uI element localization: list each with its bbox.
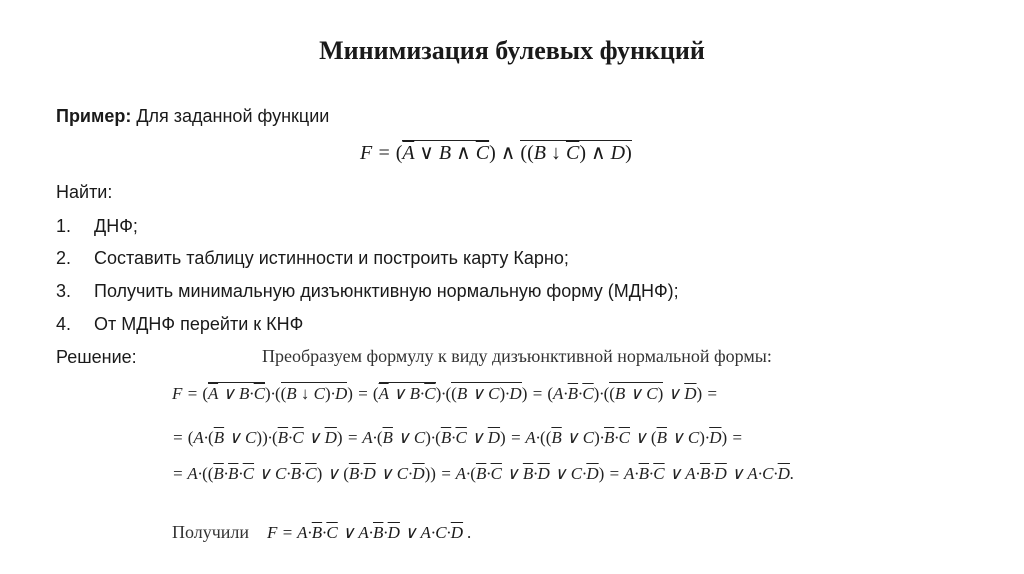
var-a: $\overline{A}$ — [402, 142, 415, 164]
task-number: 4. — [56, 314, 72, 334]
derivation-line-2: = ($A\cdot(\overline{B}$ ∨ $C))\cdot(\overline{B}\cdot\overline{C}$ ∨ $\overline{D}) = A\cdot(\overline{B}$ ∨ $C)\cdot(\overline{B}\cdot\overline{C}$ ∨ $\overline{D}) = A\cdot((\overline{B}$ ∨ $C)\cdot\overline{B}\cdot\overline{C}$ ∨ ($\overline{B}$ ∨ $C)\cdot\overline{D}$) = — [172, 428, 743, 447]
solution-heading: Преобразуем формулу к виду дизъюнктивной нормальной формы: — [262, 346, 772, 366]
task-number: 3. — [56, 281, 72, 301]
example-label: Пример: — [56, 106, 132, 126]
task-number: 2. — [56, 248, 72, 268]
main-formula: $F = (\overline{A}$ ∨ B ∧ $\overline{C}$) ∧ ((B ↓ $\overline{C}$) ∧ D) — [360, 142, 632, 164]
result-expr: $F = A\cdot\overline{B}\cdot\overline{C}$ ∨ $A\cdot\overline{B}\cdot\overline{D}$ ∨ $A\cdot C\cdot\overline{D}$ . — [267, 523, 472, 542]
derivation-line-3: = $A\cdot((\overline{B}\cdot\overline{B}\cdot\overline{C}$ ∨ $C\cdot\overline{B}\cdot\overline{C}$) ∨ ($\overline{B}\cdot\overline{D}$ ∨ $C\cdot\overline{D})) = A\cdot(\overline{B}\cdot\overline{C}$ ∨ $\overline{B}\cdot\overline{D}$ ∨ $C\cdot\overline{D}) = A\cdot\overline{B}\cdot\overline{C}$ ∨ $A\cdot\overline{B}\cdot\overline{D}$ ∨ $A\cdot C\cdot\overline{D}$. — [172, 464, 795, 483]
task-item — [56, 248, 569, 269]
task-text: Получить минимальную дизъюнктивную нормальную форму (МДНФ); — [94, 281, 679, 301]
task-item — [56, 314, 303, 335]
task-text: Составить таблицу истинности и построить карту Карно; — [94, 248, 569, 268]
op-and-3: ∧ — [590, 142, 606, 164]
example-text: Для заданной функции — [131, 106, 330, 126]
op-and: ∧ — [456, 142, 471, 164]
op-or: ∨ — [419, 142, 434, 164]
var-b: B — [438, 142, 452, 164]
task-item — [56, 216, 138, 237]
result-line — [172, 522, 472, 543]
var-d: D — [610, 142, 626, 164]
task-text: ДНФ; — [94, 216, 138, 236]
op-nor: ↓ — [550, 142, 561, 164]
task-text: От МДНФ перейти к КНФ — [94, 314, 304, 334]
op-and-2: ∧ — [500, 142, 516, 164]
find-label: Найти: — [56, 182, 113, 202]
formula-lhs: F = — [360, 142, 396, 164]
task-number: 1. — [56, 216, 72, 236]
derivation-line-1: $F = (\overline{A}$ ∨ $B\cdot\overline{C})\cdot((B$ ↓ $C)\cdot D) = (\overline{A}$ ∨ $B\cdot\overline{C})\cdot((B$ ∨ $C)\cdot D) = (A\cdot\overline{B}\cdot\overline{C})\cdot((B$ ∨ C) ∨ $\overline{D}$) = — [172, 384, 718, 403]
var-c-2: $\overline{C}$ — [565, 142, 580, 164]
example-line — [56, 106, 329, 127]
task-item — [56, 281, 679, 302]
solution-label: Решение: — [56, 347, 137, 367]
var-b-2: B — [533, 142, 546, 164]
slide-title: Минимизация булевых функций — [319, 36, 705, 65]
var-c: $\overline{C}$ — [475, 142, 490, 164]
result-label: Получили — [172, 522, 250, 542]
